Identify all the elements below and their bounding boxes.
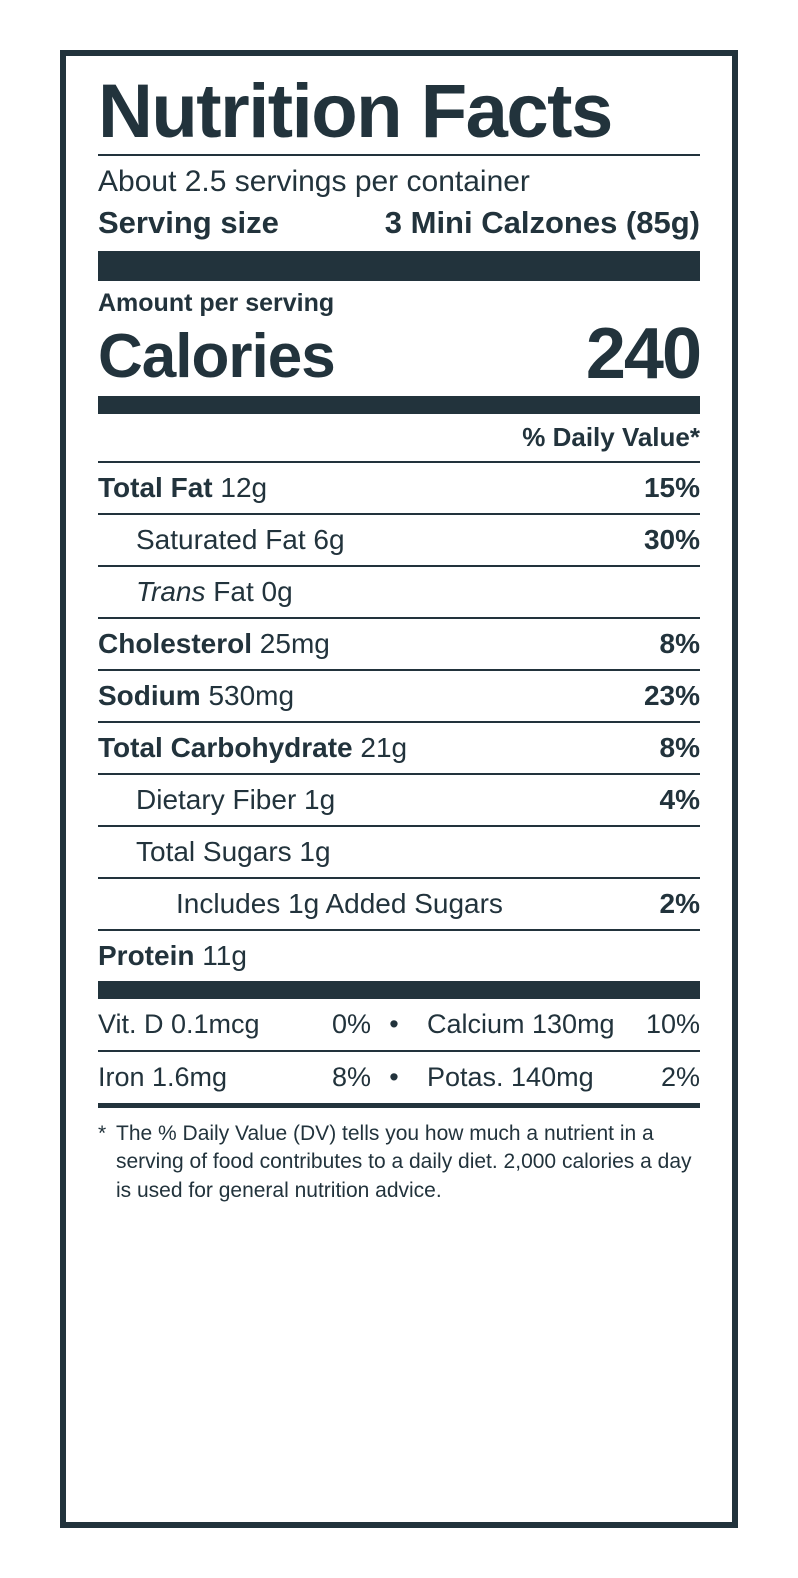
nutrient-row bbox=[98, 669, 700, 721]
divider-band-under-calories bbox=[98, 396, 700, 414]
nutrient-amount: 11g bbox=[194, 939, 247, 971]
footnote-text: The % Daily Value (DV) tells you how much a nutrient in a serving of food contributes to a daily diet. 2,000 calories a day is used for general nutrition advice. bbox=[116, 1121, 692, 1203]
vitamin-cell-right bbox=[399, 1062, 700, 1093]
nutrient-daily-value: 4% bbox=[659, 783, 700, 815]
daily-value-header: % Daily Value* bbox=[522, 421, 700, 452]
nutrient-name bbox=[98, 732, 407, 764]
footnote bbox=[98, 1108, 700, 1207]
nutrient-name bbox=[98, 836, 331, 868]
page-title: Nutrition Facts bbox=[98, 69, 612, 154]
nutrient-name-text: Dietary Fiber bbox=[136, 783, 297, 815]
nutrient-name-text: Sodium bbox=[98, 679, 201, 711]
nutrient-name bbox=[98, 524, 345, 556]
nutrient-row bbox=[98, 617, 700, 669]
bullet-separator-icon: • bbox=[389, 1061, 399, 1092]
nutrient-name-text: Includes 1g Added Sugars bbox=[176, 887, 503, 919]
calories-value: 240 bbox=[585, 313, 700, 394]
nutrient-list bbox=[98, 461, 700, 981]
nutrient-row bbox=[98, 461, 700, 513]
nutrient-name-text: Total Fat bbox=[98, 471, 213, 503]
vitamin-row bbox=[98, 1050, 700, 1103]
nutrient-amount: 12g bbox=[212, 471, 268, 503]
nutrient-daily-value: 15% bbox=[643, 471, 700, 503]
servings-per-container: About 2.5 servings per container bbox=[98, 165, 530, 198]
bullet-separator-icon: • bbox=[389, 1008, 399, 1039]
nutrient-row bbox=[98, 773, 700, 825]
nutrient-name bbox=[98, 472, 267, 504]
nutrient-name bbox=[98, 784, 335, 816]
vitamin-daily-value: 0% bbox=[331, 1008, 371, 1039]
nutrient-daily-value: 2% bbox=[659, 887, 700, 919]
nutrition-facts-content bbox=[98, 69, 700, 1206]
vitamin-name: Calcium 130mg bbox=[427, 1008, 615, 1039]
nutrient-name bbox=[98, 576, 293, 608]
vitamin-daily-value: 8% bbox=[331, 1061, 371, 1092]
vitamin-cell-right bbox=[399, 1009, 700, 1040]
nutrient-name bbox=[98, 628, 330, 660]
vitamin-daily-value: 2% bbox=[660, 1061, 700, 1092]
vitamin-cell-left bbox=[98, 1009, 389, 1040]
nutrient-row bbox=[98, 877, 700, 929]
nutrient-amount: 6g bbox=[305, 523, 345, 555]
nutrient-daily-value: 8% bbox=[659, 731, 700, 763]
nutrient-name-text: Protein bbox=[98, 939, 195, 971]
calories-row bbox=[98, 313, 700, 396]
nutrient-amount: 530mg bbox=[200, 679, 295, 711]
nutrient-amount: 1g bbox=[296, 783, 336, 815]
serving-size-label: Serving size bbox=[98, 204, 279, 240]
nutrition-facts-panel bbox=[60, 50, 738, 1528]
divider-thick-top bbox=[98, 251, 700, 281]
vitamin-cell-left bbox=[98, 1062, 389, 1093]
nutrient-amount: 25mg bbox=[252, 627, 330, 659]
nutrient-amount: Fat 0g bbox=[205, 575, 293, 607]
nutrient-name bbox=[98, 888, 503, 920]
nutrient-name bbox=[98, 940, 247, 972]
nutrient-row bbox=[98, 825, 700, 877]
vitamin-name: Vit. D 0.1mcg bbox=[98, 1008, 260, 1039]
nutrient-name-text: Cholesterol bbox=[98, 627, 253, 659]
nutrient-name-text: Total Carbohydrate bbox=[98, 731, 353, 763]
nutrient-daily-value: 23% bbox=[643, 679, 700, 711]
nutrient-daily-value: 30% bbox=[643, 523, 700, 555]
nutrient-amount: 1g bbox=[291, 835, 331, 867]
nutrient-name-text: Saturated Fat bbox=[136, 523, 306, 555]
nutrient-name-text: Total Sugars bbox=[136, 835, 292, 867]
vitamin-name: Iron 1.6mg bbox=[98, 1061, 228, 1092]
nutrient-row bbox=[98, 929, 700, 981]
calories-label: Calories bbox=[98, 322, 335, 392]
vitamin-list bbox=[98, 999, 700, 1103]
serving-size-value: 3 Mini Calzones (85g) bbox=[384, 204, 700, 240]
nutrient-name-text: Trans bbox=[136, 575, 206, 607]
vitamin-name: Potas. 140mg bbox=[427, 1061, 594, 1092]
serving-size-row bbox=[98, 203, 700, 251]
divider-band-under-protein bbox=[98, 981, 700, 999]
vitamin-row bbox=[98, 999, 700, 1050]
nutrient-name bbox=[98, 680, 294, 712]
vitamin-daily-value: 10% bbox=[645, 1008, 700, 1039]
nutrient-daily-value: 8% bbox=[659, 627, 700, 659]
nutrient-row bbox=[98, 513, 700, 565]
amount-per-serving-label: Amount per serving bbox=[98, 288, 335, 317]
footnote-marker: * bbox=[98, 1121, 107, 1145]
nutrient-amount: 21g bbox=[352, 731, 408, 763]
nutrient-row bbox=[98, 721, 700, 773]
nutrient-row bbox=[98, 565, 700, 617]
